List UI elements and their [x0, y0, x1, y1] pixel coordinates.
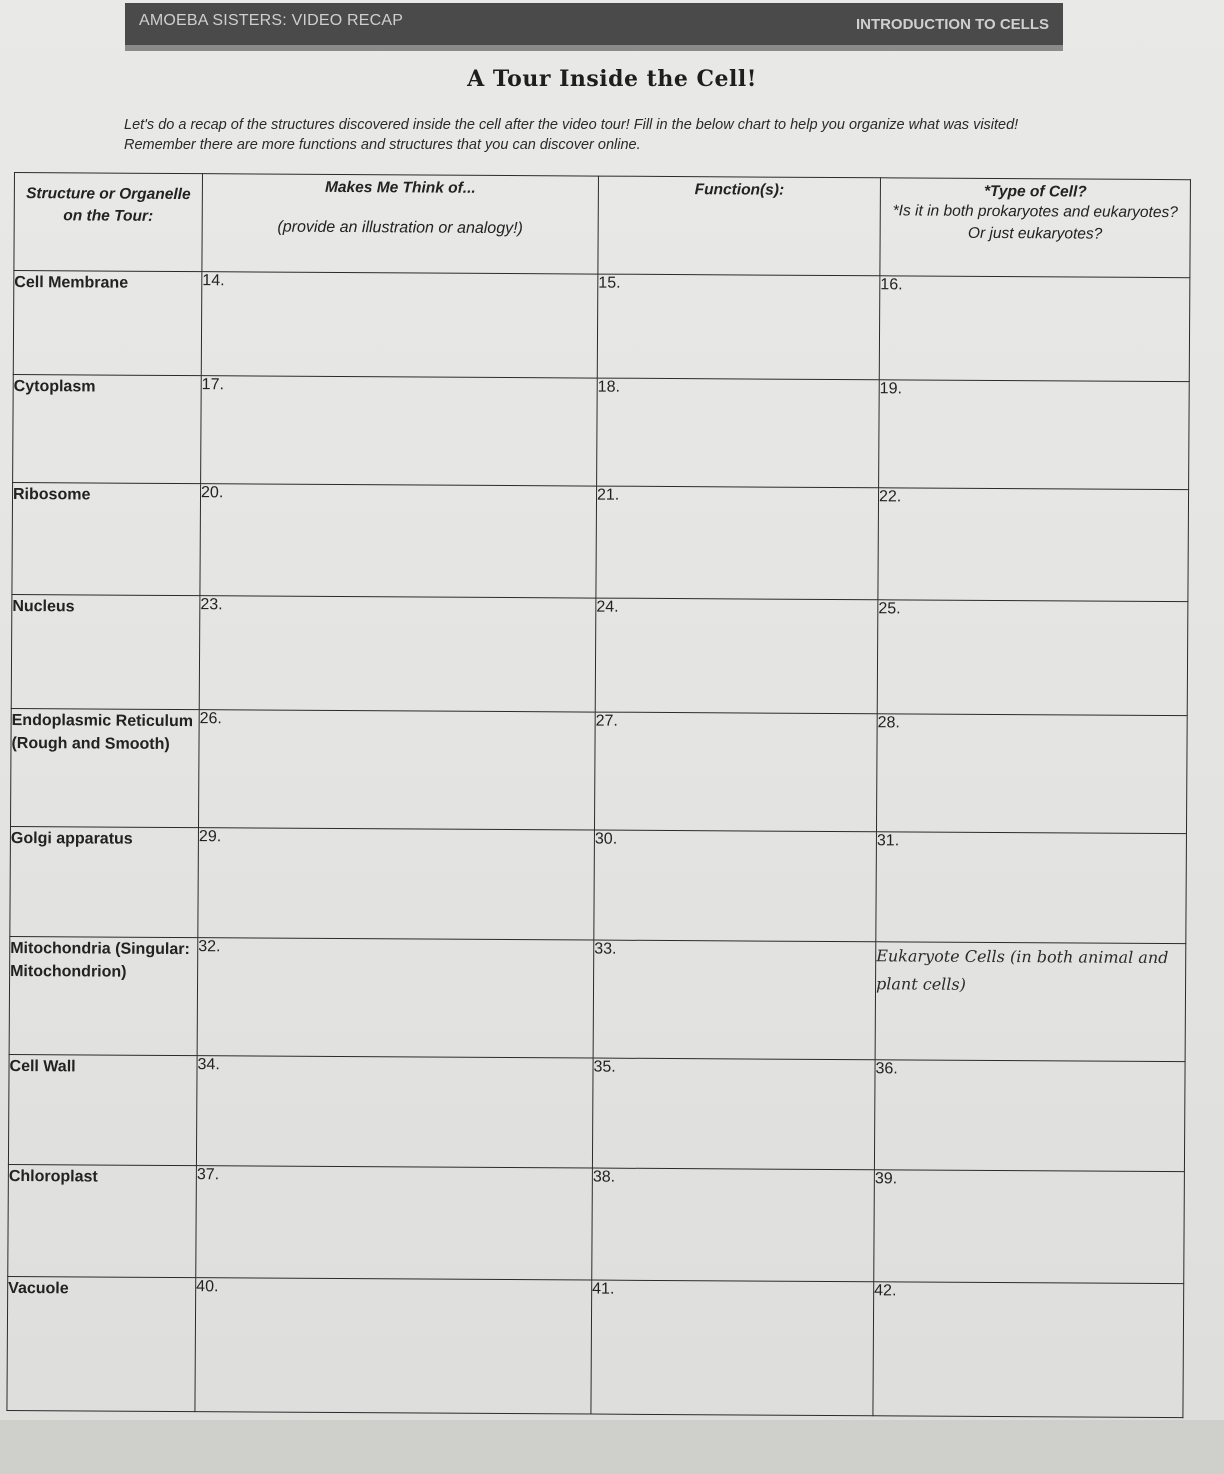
answer-cell[interactable]: 23. [199, 596, 596, 712]
desk-background [0, 1420, 1224, 1474]
answer-cell[interactable]: 34. [196, 1056, 593, 1168]
structure-cell: Endoplasmic Reticulum (Rough and Smooth) [11, 708, 200, 827]
header-structure: Structure or Organelle on the Tour: [14, 173, 203, 272]
structure-cell: Ribosome [12, 482, 201, 595]
organelle-chart [6, 172, 1191, 1418]
answer-cell[interactable]: 25. [877, 600, 1188, 716]
answer-cell[interactable]: 41. [591, 1280, 874, 1416]
answer-cell[interactable]: 15. [597, 274, 880, 380]
structure-cell: Cell Membrane [13, 271, 202, 376]
header-left-label: AMOEBA SISTERS: VIDEO RECAP [139, 12, 404, 29]
table-row [10, 826, 1187, 943]
answer-cell[interactable]: 18. [597, 378, 880, 488]
answer-cell[interactable]: 16. [879, 276, 1190, 382]
answer-cell[interactable]: 39. [874, 1170, 1185, 1284]
header-type-sub: *Is it in both prokaryotes and eukaryotes? Or just eukaryotes? [892, 202, 1178, 243]
answer-cell[interactable]: 14. [201, 272, 598, 378]
intro-text: Let's do a recap of the structures discovered inside the cell after the video tour! Fill in the below chart to help you organize what was visited! Remember there are more functions and structures that you can discover online. [124, 117, 1019, 153]
answer-cell[interactable]: 42. [873, 1282, 1184, 1418]
answer-cell[interactable]: 29. [198, 828, 595, 940]
header-makes-me-think [202, 174, 599, 274]
answer-cell[interactable]: 24. [595, 598, 878, 714]
answer-cell[interactable]: 30. [594, 830, 877, 942]
answer-cell[interactable]: 21. [596, 486, 879, 600]
table-row [8, 1164, 1185, 1283]
table-row [8, 1054, 1185, 1171]
structure-cell: Chloroplast [8, 1164, 197, 1277]
structure-cell: Vacuole [7, 1276, 196, 1411]
table-row [13, 374, 1190, 489]
answer-cell[interactable]: 27. [594, 712, 877, 832]
header-makes-me-think-sub: (provide an illustration or analogy!) [277, 218, 523, 238]
structure-cell: Golgi apparatus [10, 826, 199, 937]
answer-cell[interactable]: 26. [198, 710, 595, 830]
header-function: Function(s): [598, 176, 881, 276]
answer-cell[interactable]: 28. [876, 714, 1187, 834]
structure-cell: Mitochondria (Singular: Mitochondrion) [9, 936, 198, 1055]
table-row [12, 482, 1189, 601]
table-row [11, 708, 1188, 833]
page-title: A Tour Inside the Cell! [467, 66, 757, 92]
structure-cell: Nucleus [11, 594, 200, 709]
answer-cell[interactable]: 19. [879, 380, 1190, 490]
header-right-label: INTRODUCTION TO CELLS [855, 16, 1049, 33]
answer-cell[interactable]: 17. [201, 376, 598, 486]
answer-cell[interactable]: 20. [200, 484, 597, 598]
structure-cell: Cytoplasm [13, 374, 202, 483]
answer-cell[interactable]: 31. [876, 832, 1187, 944]
answer-cell[interactable]: 37. [196, 1166, 593, 1280]
table-row [9, 936, 1186, 1061]
table-row [13, 271, 1190, 382]
answer-cell[interactable]: 22. [878, 488, 1189, 602]
answer-cell[interactable]: 35. [592, 1058, 875, 1170]
answer-cell[interactable]: 40. [195, 1278, 592, 1414]
answer-cell[interactable]: 36. [874, 1060, 1185, 1172]
answer-cell[interactable]: 38. [592, 1168, 875, 1282]
answer-cell[interactable]: 33. [593, 940, 876, 1060]
header-type-title: *Type of Cell? [983, 182, 1087, 201]
table-row [11, 594, 1188, 715]
header-makes-me-think-title: Makes Me Think of... [324, 178, 476, 197]
structure-cell: Cell Wall [8, 1054, 197, 1165]
table-header-row [14, 173, 1191, 278]
header-type [880, 178, 1191, 278]
table-row [7, 1276, 1184, 1417]
handwritten-answer[interactable]: Eukaryote Cells (in both animal and plant cells) [875, 942, 1186, 1062]
header-banner [125, 3, 1063, 51]
answer-cell[interactable]: 32. [197, 938, 594, 1058]
